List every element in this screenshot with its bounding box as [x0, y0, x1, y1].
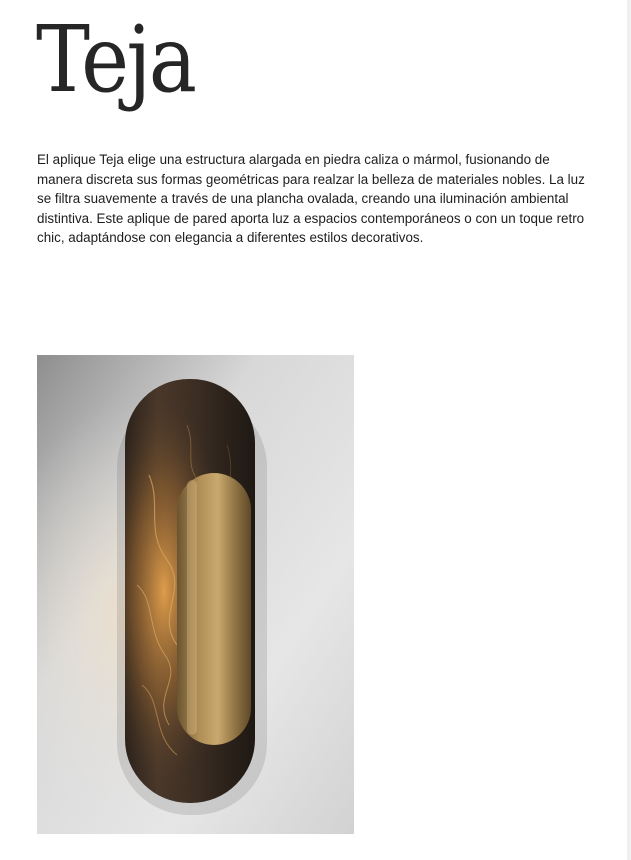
product-title: Teja	[36, 6, 195, 113]
product-image	[37, 355, 354, 834]
product-description: El aplique Teja elige una estructura alargada en piedra caliza o mármol, fusionando de manera discreta sus formas geométricas para realzar la belleza de materiales nobles. La luz se filtra suavemente a través de una plancha ovalada, creando una iluminación ambiental distintiva. Este aplique de pared aporta luz a espacios contemporáneos o con un toque retro chic, adaptándose con elegancia a diferentes estilos decorativos.	[37, 152, 585, 245]
sconce-illustration	[37, 355, 354, 834]
page-scrollbar[interactable]	[627, 0, 631, 860]
